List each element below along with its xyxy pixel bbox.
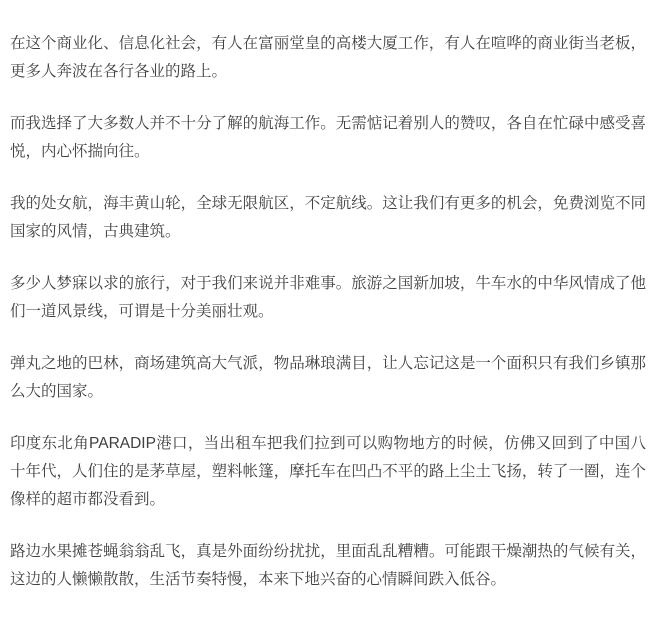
paragraph: 多少人梦寐以求的旅行，对于我们来说并非难事。旅游之国新加坡，牛车水的中华风情成了他们一道风景线，可谓是十分美丽壮观。 <box>10 275 646 320</box>
paragraph: 而我选择了大多数人并不十分了解的航海工作。无需惦记着别人的赞叹，各自在忙碌中感受喜悦，内心怀揣向往。 <box>10 115 646 160</box>
paragraph: 印度东北角PARADIP港口，当出租车把我们拉到可以购物地方的时候，仿佛又回到了中国八十年代，人们住的是茅草屋，塑料帐篷，摩托车在凹凸不平的路上尘土飞扬，转了一圈，连个像样的超市都没看到。 <box>10 435 646 508</box>
paragraph: 弹丸之地的巴林，商场建筑高大气派，物品琳琅满目，让人忘记这是一个面积只有我们乡镇那么大的国家。 <box>10 355 646 400</box>
paragraph: 我的处女航，海丰黄山轮，全球无限航区，不定航线。这让我们有更多的机会，免费浏览不同国家的风情，古典建筑。 <box>10 195 646 240</box>
paragraph: 路边水果摊苍蝇翁翁乱飞，真是外面纷纷扰扰，里面乱乱糟糟。可能跟干燥潮热的气候有关，这边的人懒懒散散，生活节奏特慢，本来下地兴奋的心情瞬间跌入低谷。 <box>10 543 646 588</box>
paragraph: 在这个商业化、信息化社会，有人在富丽堂皇的高楼大厦工作，有人在喧哗的商业街当老板，更多人奔波在各行各业的路上。 <box>10 35 646 80</box>
